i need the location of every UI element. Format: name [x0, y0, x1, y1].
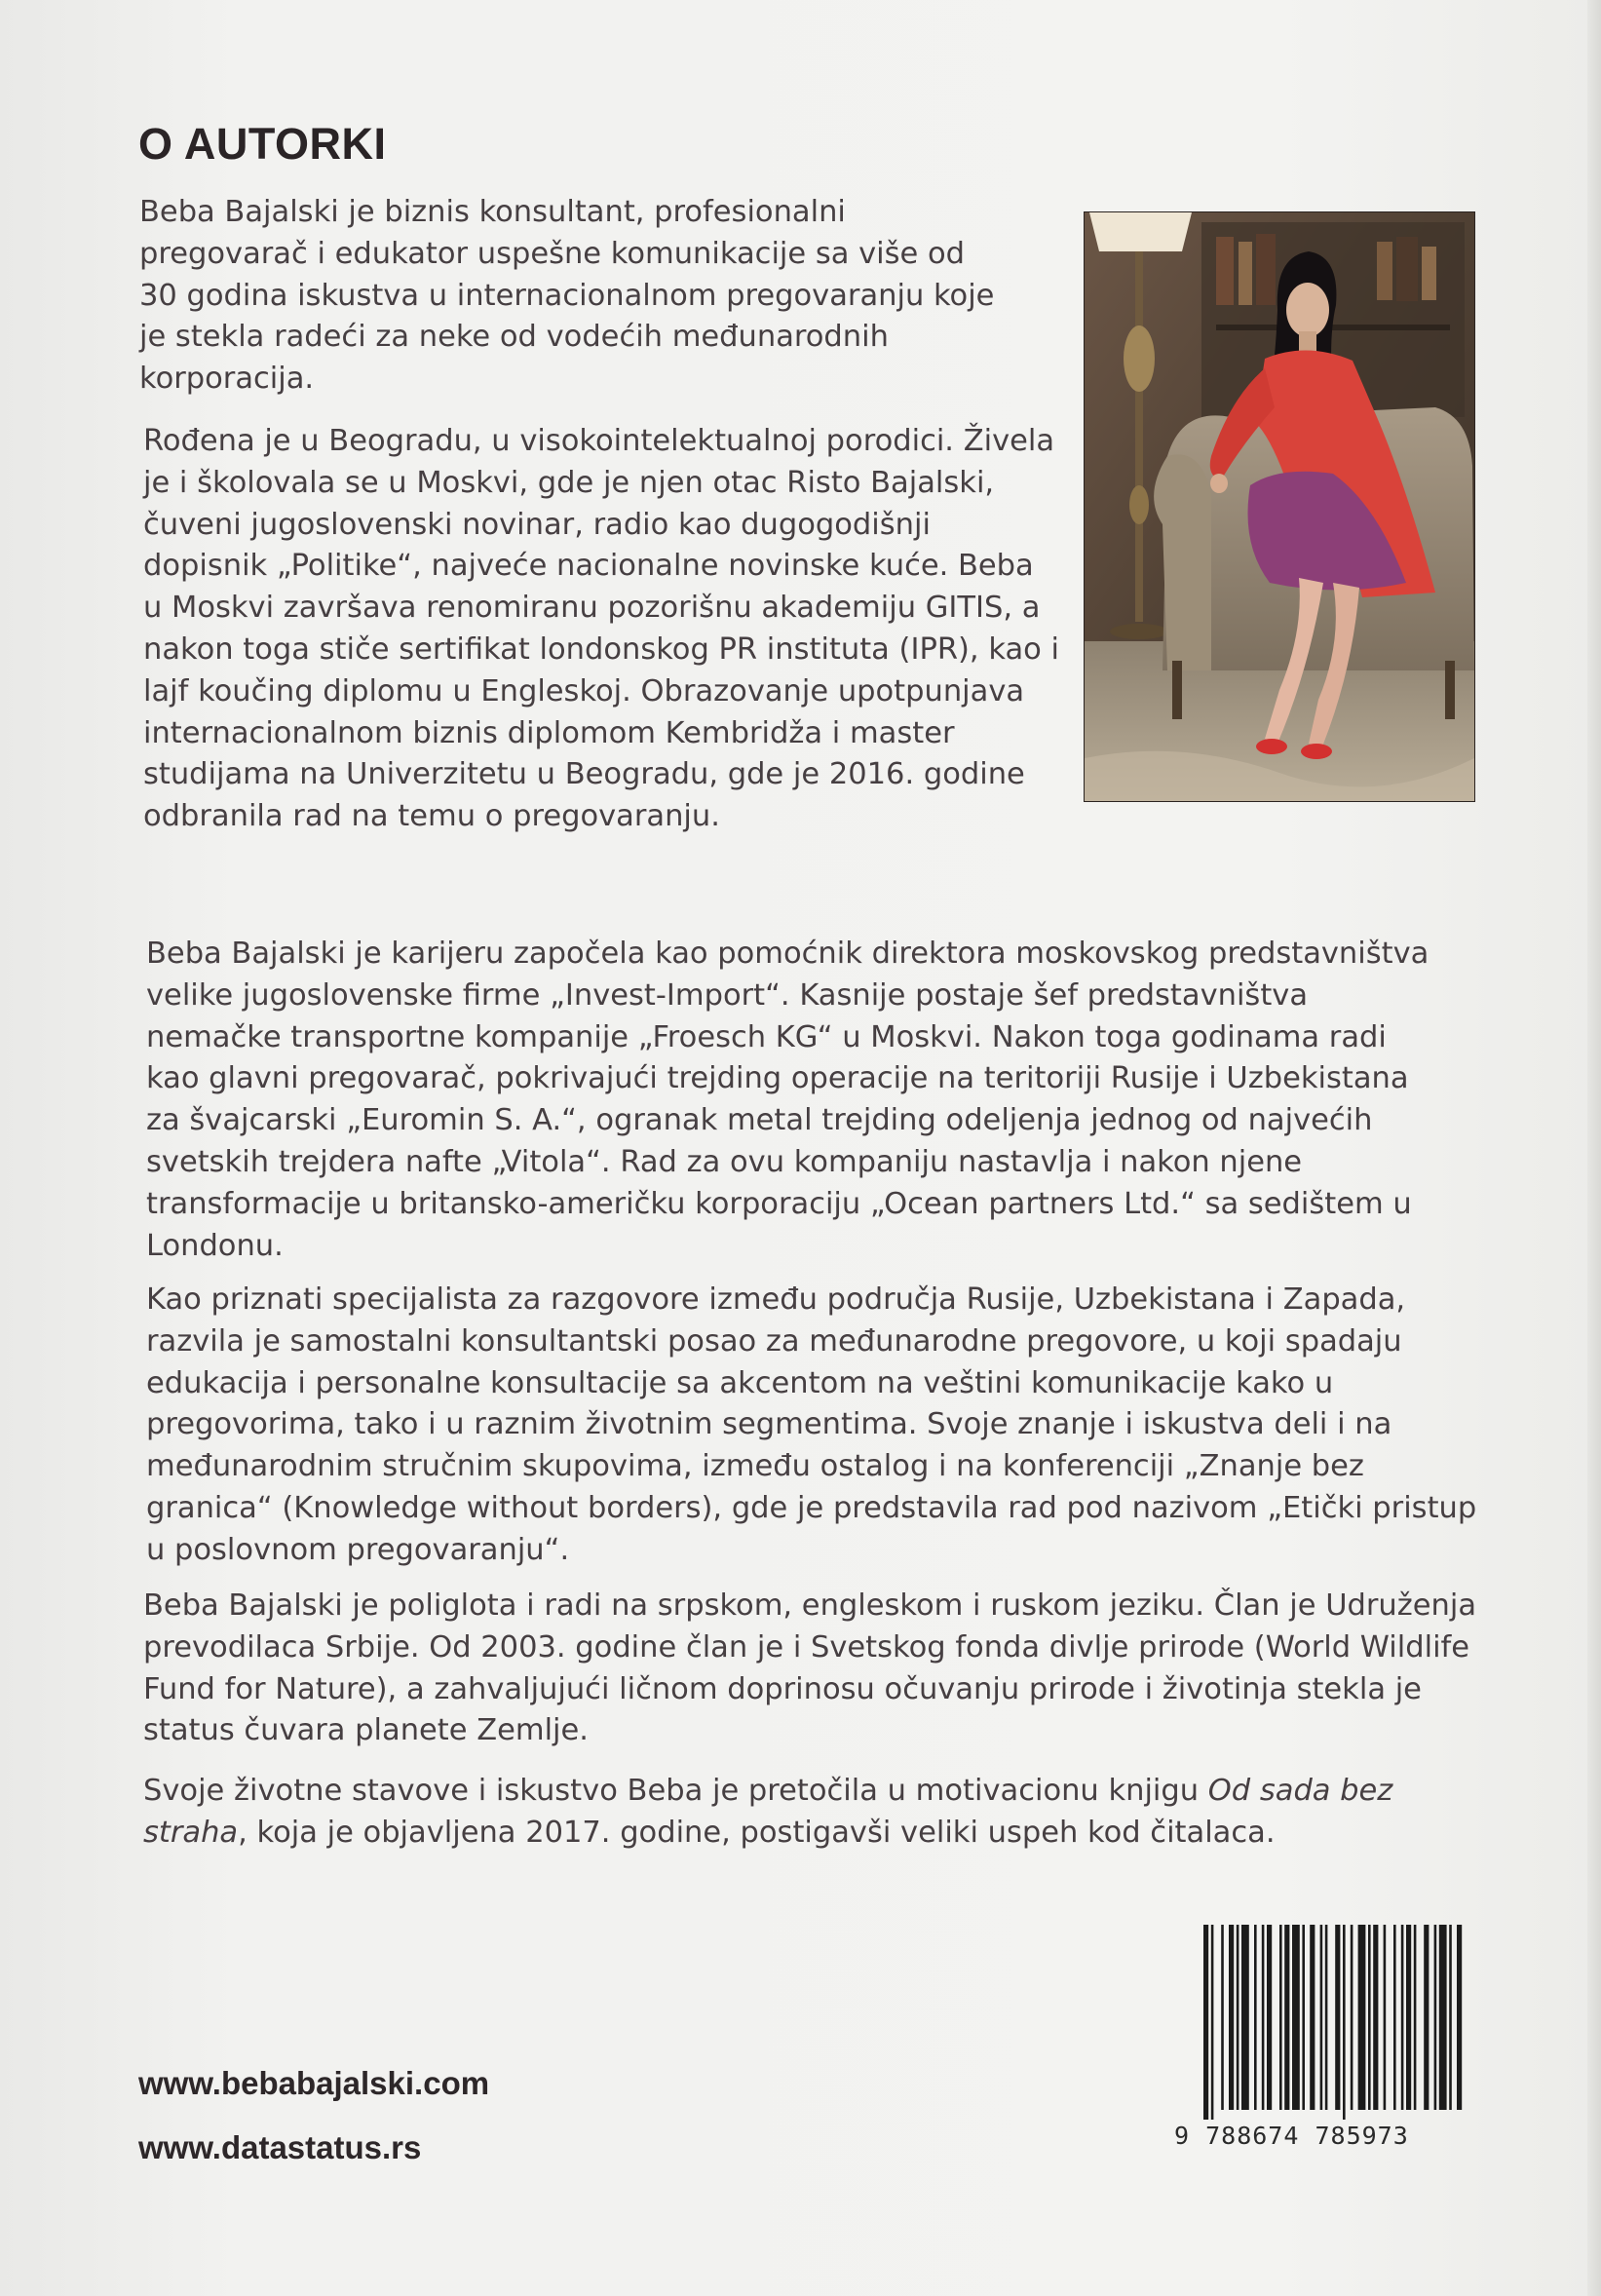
- barcode-bar: [1393, 1925, 1396, 2110]
- bio-paragraph-6-end: , koja je objavljena 2017. godine, postigavši veliki uspeh kod čitalaca.: [238, 1815, 1276, 1850]
- barcode-bar: [1434, 1925, 1437, 2110]
- barcode-bar: [1368, 1925, 1371, 2110]
- barcode-bar: [1241, 1925, 1249, 2110]
- bio-paragraph-5: Beba Bajalski je poliglota i radi na srpskom, engleskom i ruskom jeziku. Član je Udruženja prevodilaca Srbije. Od 2003. godine član je i Svetskog fonda divlje prirode (World Wildlife Fund for Nature), a zahvaljujući ličnom doprinosu očuvanju prirode i životinja stekla je status čuvara planete Zemlje.: [143, 1588, 1477, 1748]
- publisher-website-link[interactable]: www.datastatus.rs: [138, 2129, 422, 2165]
- barcode-bar: [1373, 1925, 1378, 2110]
- barcode-bar: [1211, 1925, 1214, 2120]
- barcode-bar: [1384, 1925, 1387, 2110]
- barcode-bar: [1358, 1925, 1366, 2110]
- barcode-bar: [1401, 1925, 1404, 2110]
- barcode-bar: [1449, 1925, 1452, 2110]
- barcode-bar: [1457, 1925, 1462, 2110]
- barcode-bar: [1325, 1925, 1328, 2110]
- author-website-link[interactable]: www.bebabajalski.com: [138, 2065, 490, 2101]
- barcode-bar: [1335, 1925, 1340, 2110]
- barcode-bar: [1292, 1925, 1300, 2110]
- bio-paragraph-3: Beba Bajalski je karijeru započela kao pomoćnik direktora moskovskog predstavništva velike jugoslovenske firme „Invest-Import“. Kasnije postaje šef predstavništva nemačke transportne kompanije „Froesch KG“ u Moskvi. Nakon toga godinama radi kao glavni pregovarač, pokrivajući trejding operacije na teritoriji Rusije i Uzbekistana za švajcarski „Euromin S. A.“, ogranak metal trejding odeljenja jednog od najvećih svetskih trejdera nafte „Vitola“. Rad za ovu kompaniju nastavlja i nakon njene transformacije u britansko-američku korporaciju „Ocean partners Ltd.“ sa sedištem u Londonu.: [146, 937, 1429, 1263]
- author-photo: [1084, 211, 1475, 802]
- bio-paragraph-4: Kao priznati specijalista za razgovore između područja Rusije, Uzbekistana i Zapada, razvila je samostalni konsultantski posao za međunarodne pregovore, u koji spadaju edukacija i personalne konsultacije sa akcentom na veštini komunikacije kako u pregovorima, tako i u raznim životnim segmentima. Svoje znanje i iskustva deli i na međunarodnim stručnim skupovima, između ostalog i na konferenciji „Znanje bez granica“ (Knowledge without borders), gde je predstavila rad pod nazivom „Etički pristup u poslovnom pregovaranju“.: [146, 1282, 1477, 1567]
- bio-paragraph-1: Beba Bajalski je biznis konsultant, profesionalni pregovarač i edukator uspešne komunikacije sa više od 30 godina iskustva u internacionalnom pregovaranju koje je stekla radeći za neke od vodećih međunarodnih korporacija.: [139, 195, 995, 397]
- barcode-bar: [1343, 1925, 1346, 2120]
- barcode-bar: [1267, 1925, 1272, 2110]
- barcode-bar: [1254, 1925, 1257, 2110]
- barcode-bar: [1237, 1925, 1239, 2110]
- barcode-bar: [1406, 1925, 1411, 2110]
- barcode-bar: [1320, 1925, 1323, 2110]
- barcode-bar: [1221, 1925, 1224, 2110]
- barcode-bar: [1279, 1925, 1282, 2110]
- barcode-bar: [1203, 1925, 1208, 2120]
- barcode-bar: [1424, 1925, 1429, 2110]
- barcode-bar: [1439, 1925, 1447, 2110]
- section-heading: O AUTORKI: [138, 119, 387, 169]
- isbn-barcode: [1174, 1925, 1476, 2159]
- bio-paragraph-2: Rođena je u Beogradu, u visokointelektualnoj porodici. Živela je i školovala se u Moskvi, gde je njen otac Risto Bajalski, čuveni jugoslovenski novinar, radio kao dugogodišnji dopisnik „Politike“, najveće nacionalne novinske kuće. Beba u Moskvi završava renomiranu pozorišnu akademiju GITIS, a nakon toga stiče sertifikat londonskog PR instituta (IPR), kao i lajf koučing diplomu u Engleskoj. Obrazovanje upotpunjava internacionalnom biznis diplomom Kembridža i master studijama na Univerzitetu u Beogradu, gde je 2016. godine odbranila rad na temu o pregovaranju.: [143, 424, 1059, 834]
- barcode-digits: 9 788674 785973: [1174, 2122, 1409, 2150]
- cover-edge: [1587, 0, 1601, 2296]
- barcode-bar: [1310, 1925, 1315, 2110]
- bio-paragraph-6-intro: Svoje životne stavove i iskustvo Beba je pretočila u motivacionu knjigu: [143, 1774, 1208, 1808]
- barcode-bar: [1284, 1925, 1289, 2110]
- barcode-bar: [1351, 1925, 1353, 2110]
- barcode-bars: [1174, 1925, 1476, 2120]
- barcode-bar: [1302, 1925, 1305, 2110]
- barcode-bar: [1262, 1925, 1265, 2110]
- book-title: Od sada bez straha: [143, 1774, 1393, 1850]
- barcode-bar: [1229, 1925, 1234, 2110]
- bio-paragraph-6: [143, 1771, 1429, 1855]
- barcode-bar: [1414, 1925, 1417, 2110]
